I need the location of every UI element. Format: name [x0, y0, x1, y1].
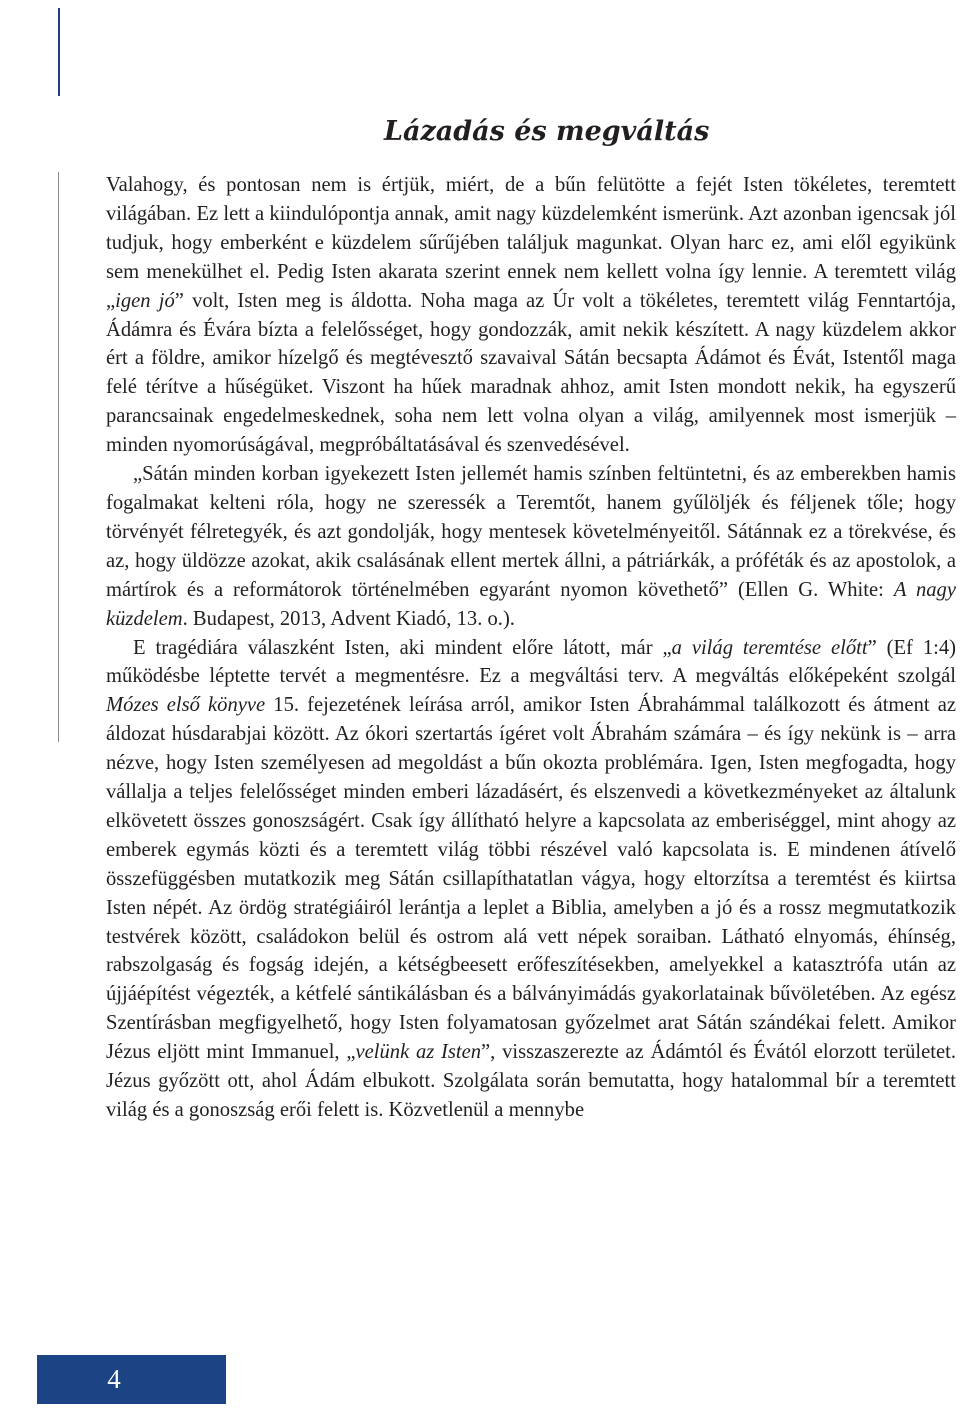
italic-text: Mózes első könyve: [106, 694, 266, 717]
text-run: 15. fejezetének leírása arról, amikor Isten Ábrahámmal találkozott és átment az áldozat húsdarabjai között. Az ókori szertartás ígéret volt Ábrahám számára – és így nekünk is – arra nézve, hogy Isten személyesen ad megoldást a bűn okozta problémára. Igen, Isten megfogadta, hogy vállalja a teljes felelősséget minden emberi lázadásért, és elszenvedi a következményeket az általunk elkövetett összes gonoszságért. Csak így állítható helyre a kapcsolata az emberiséggel, mint ahogy az emberek egymás közti és a teremtett világ többi részével való kapcsolata is. E mindenen átívelő összefüggésben mutatkozik meg Sátán csillapíthatatlan vágya, hogy eltorzítsa a teremtést és kiirtsa Isten népét. Az ördög stratégiáiról lerántja a leplet a Biblia, amelyben a jó és a rossz megmutatkozik testvérek között, családokon belül és ostrom alá vett népek soraiban. Látható elnyomás, éhínség, rabszolgaság és fogság idején, a kétségbeesett erőfeszítésekben, amelyekkel a katasztrófa után az újjáépítést végezték, a kétfelé sántikálásban és a bálványimádás gyakorlatainak bűvöletében. Az egész Szentírásban megfigyelhető, hogy Isten folyamatosan győzelmet arat Sátán szándékai felett. Amikor Jézus eljött mint Immanuel, „: [106, 694, 956, 1064]
page-number: 4: [107, 1364, 121, 1394]
top-margin-rule: [58, 8, 60, 96]
paragraph-1: [106, 171, 956, 460]
text-run: ” (Ef 1:4) működésbe léptette tervét a megmentésre. Ez a megváltási terv. A megváltás előképeként szolgál: [106, 636, 956, 688]
side-margin-rule: [58, 172, 59, 742]
text-run: . Budapest, 2013, Advent Kiadó, 13. o.).: [182, 607, 515, 630]
text-run: E tragédiára válaszként Isten, aki mindent előre látott, már „: [133, 636, 672, 659]
text-run: ” volt, Isten meg is áldotta. Noha maga az Úr volt a tökéletes, teremtett világ Fenntartója, Ádámra és Évára bízta a felelősséget, hogy gondozzák, amit nekik készített. A nagy küzdelem akkor ért a földre, amikor hízelgő és megtévesztő szavaival Sátán becsapta Ádámot és Évát, Istentől maga felé térítve a hűségüket. Viszont ha hűek maradnak ahhoz, amit Isten mondott nekik, ha egyszerű parancsainak engedelmeskednek, soha nem lett volna olyan a világ, amilyennek most ismerjük – minden nyomorúságával, megpróbáltatásával és szenvedésével.: [106, 289, 956, 457]
italic-text: velünk az Isten: [355, 1041, 482, 1064]
text-run: Valahogy, és pontosan nem is értjük, miért, de a bűn felütötte a fejét Isten tökéletes, teremtett világában. Ez lett a kiindulópontja annak, amit nagy küzdelemként ismerünk. Azt azonban igencsak jól tudjuk, hogy emberként e küzdelem sűrűjében találjuk magunkat. Olyan harc ez, ami elől egyikünk sem menekülhet el. Pedig Isten akarata szerint ennek nem kellett volna így lennie. A teremtett világ „: [106, 174, 956, 312]
text-run: „Sátán minden korban igyekezett Isten jellemét hamis színben feltüntetni, és az emberekben hamis fogalmakat kelteni róla, hogy ne szeressék a Teremtőt, hanem gyűlöljék és féljenek tőle; hogy törvényét félretegyék, és azt gondolják, hogy mentesek követelményeitől. Sátánnak ez a törekvése, és az, hogy üldözze azokat, akik csalásának ellent mertek állni, a pátriárkák, a próféták és az apostolok, a mártírok és a reformátorok történelmében egyaránt nyomon követhető” (Ellen G. White:: [106, 463, 956, 601]
body-text: [106, 171, 956, 1125]
paragraph-2: [106, 460, 956, 633]
text-run: ”, visszaszerezte az Ádámtól és Évától elorzott területet. Jézus győzött ott, ahol Ádám elbukott. Szolgálata során bemutatta, hogy hatalommal bír a teremtett világ és a gonoszság erői felett is. Közvetlenül a mennybe: [106, 1041, 956, 1121]
italic-text: A nagy küzdelem: [106, 578, 956, 630]
page-number-box: [37, 1355, 226, 1404]
italic-text: igen jó: [115, 289, 175, 312]
paragraph-3: [106, 634, 956, 1125]
page-title: Lázadás és megváltás: [384, 116, 710, 147]
italic-text: a világ teremtése előtt: [671, 636, 868, 659]
